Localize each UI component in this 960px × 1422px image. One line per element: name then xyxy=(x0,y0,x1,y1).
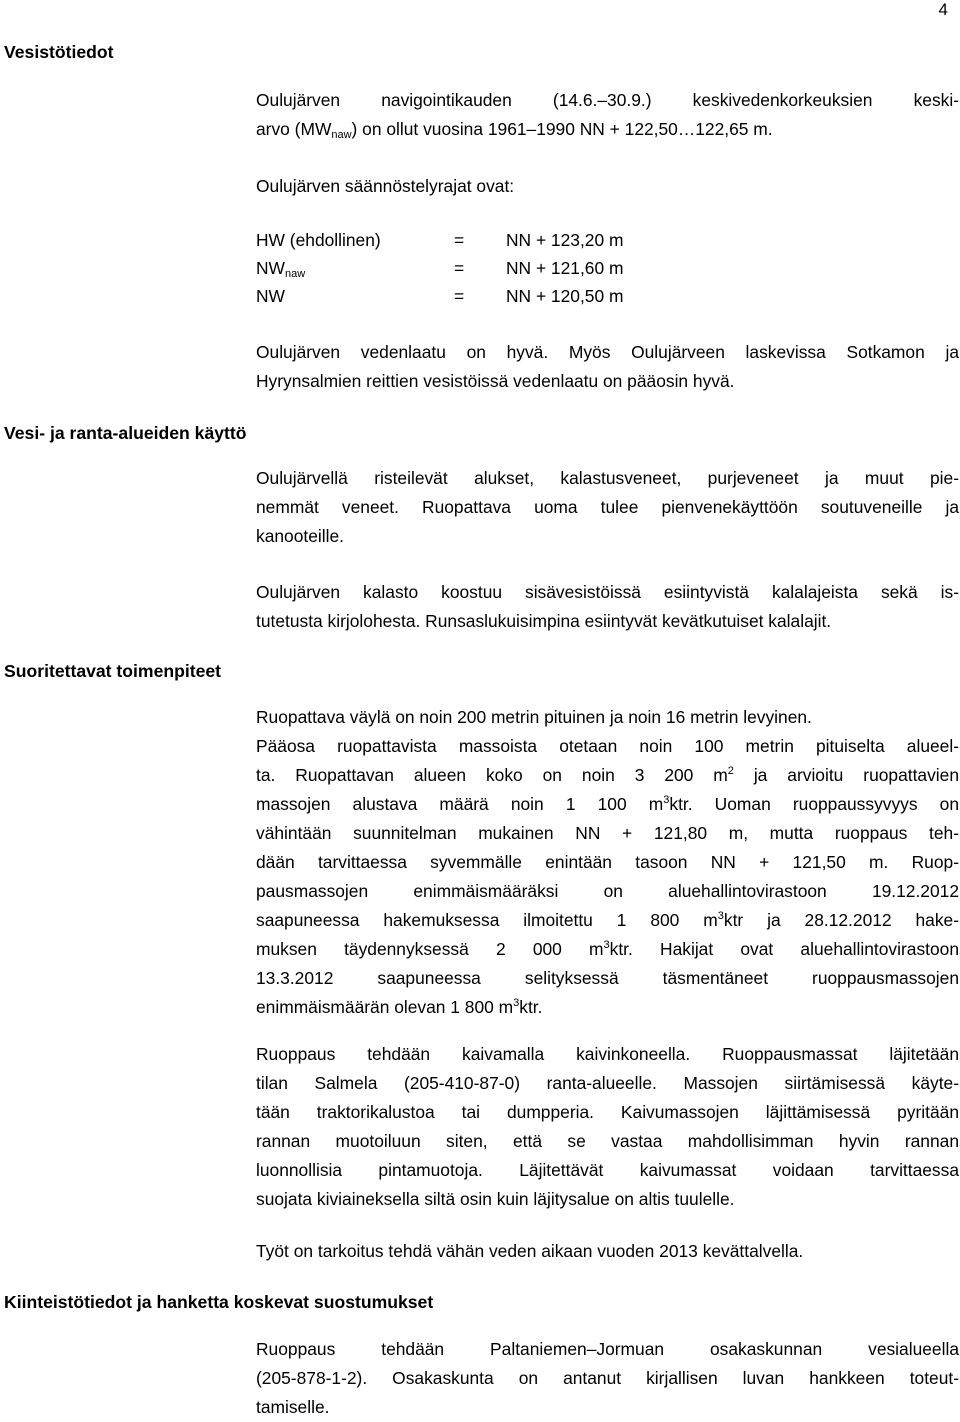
paragraph-ruoppaus-menetelma xyxy=(256,1040,959,1214)
text-line: saapuneessa hakemuksessa ilmoitettu 1 800 $m^3ktr$ ja 28.12.2012 hake- xyxy=(256,910,959,930)
text-line: pausmassojen enimmäismääräksi on aluehallintovirastoon 19.12.2012 xyxy=(256,881,959,901)
text-line: Oulujärven kalasto koostuu sisävesistöissä esiintyvistä kalalajeista sekä is- xyxy=(256,582,959,602)
text-line: 13.3.2012 saapuneessa selityksessä täsmentäneet ruoppausmassojen xyxy=(256,968,959,988)
paragraph-saannostelyrajat-intro: Oulujärven säännöstelyrajat ovat: xyxy=(256,176,515,196)
text-line: Ruoppaus tehdään Paltaniemen–Jormuan osakaskunnan vesialueella xyxy=(256,1339,959,1359)
text-line: tilan Salmela (205-410-87-0) ranta-alueelle. Massojen siirtämisessä käyte- xyxy=(256,1073,959,1093)
paragraph-aikataulu: Työt on tarkoitus tehdä vähän veden aikaan vuoden 2013 kevättalvella. xyxy=(256,1241,804,1261)
paragraph-suostumukset xyxy=(256,1335,959,1422)
text-line: ta. Ruopattavan alueen koko on noin 3 200 $m^2$ ja arvioitu ruopattavien xyxy=(256,765,959,785)
text-line: rannan muotoiluun siten, että se vastaa mahdollisimman hyvin rannan xyxy=(256,1131,959,1151)
text-line: Oulujärven vedenlaatu on hyvä. Myös Oulujärveen laskevissa Sotkamon ja xyxy=(256,342,959,362)
text-line: dään tarvittaessa syvemmälle enintään tasoon NN + 121,50 m. Ruop- xyxy=(256,852,959,872)
text-line: luonnollisia pintamuotoja. Läjitettävät kaivumassat voidaan tarvittaessa xyxy=(256,1160,959,1180)
text-line: Oulujärvellä risteilevät alukset, kalastusveneet, purjeveneet ja muut pie- xyxy=(256,468,959,488)
page-number: 4 xyxy=(938,0,948,19)
paragraph-keskivedenkorkeus xyxy=(256,86,959,144)
heading-vesistotiedot: Vesistötiedot xyxy=(4,42,114,62)
text-line: nemmät veneet. Ruopattava uoma tulee pienvenekäyttöön soutuveneille ja xyxy=(256,497,959,517)
text-line: massojen alustava määrä noin 1 100 $m^3ktr$. Uoman ruoppaussyvyys on xyxy=(256,794,960,814)
text-line: tään traktorikalustoa tai dumpperia. Kaivumassojen läjittämisessä pyritään xyxy=(256,1102,959,1122)
paragraph-kalasto xyxy=(256,578,959,636)
text-line: Ruoppaus tehdään kaivamalla kaivinkoneella. Ruoppausmassat läjitetään xyxy=(256,1044,959,1064)
text-line: suojata kiviaineksella siltä osin kuin läjitysalue on altis tuulelle. xyxy=(256,1189,735,1209)
text-line: kanooteille. xyxy=(256,526,344,546)
text-line: arvo $(MW_{naw})$ on ollut vuosina 1961–1990 NN + 122,50…122,65 m. xyxy=(256,119,773,141)
text-line: Ruopattava väylä on noin 200 metrin pituinen ja noin 16 metrin levyinen. xyxy=(256,707,812,727)
text-line: (205-878-1-2). Osakaskunta on antanut kirjallisen luvan hankkeen toteut- xyxy=(256,1368,959,1388)
text-line: Hyrynsalmien reittien vesistöissä vedenlaatu on pääosin hyvä. xyxy=(256,371,735,391)
heading-suoritettavat-toimenpiteet: Suoritettavat toimenpiteet xyxy=(4,661,222,681)
text-line: enimmäismäärän olevan 1 800 $m^3ktr$. xyxy=(256,997,543,1017)
heading-kiinteistotiedot: Kiinteistötiedot ja hanketta koskevat suostumukset xyxy=(4,1292,434,1312)
text-line: Oulujärven navigointikauden (14.6.–30.9.) keskivedenkorkeuksien keski- xyxy=(256,90,959,110)
text-line: Pääosa ruopattavista massoista otetaan noin 100 metrin pituiselta alueel- xyxy=(256,736,959,756)
paragraph-ruoppaus-kuvaus xyxy=(256,703,959,1022)
heading-vesi-ja-ranta-alueiden-kaytto: Vesi- ja ranta-alueiden käyttö xyxy=(4,423,247,443)
paragraph-veneily xyxy=(256,464,959,551)
text-line: tutetusta kirjolohesta. Runsaslukuisimpina esiintyvät kevätkutuiset kalalajit. xyxy=(256,611,832,631)
paragraph-vedenlaatu xyxy=(256,338,959,396)
text-line: tamiselle. xyxy=(256,1397,330,1417)
text-line: vähintään suunnitelman mukainen NN + 121,80 m, mutta ruoppaus teh- xyxy=(256,823,959,843)
text-line: muksen täydennyksessä 2 000 $m^3ktr$. Hakijat ovat aluehallintovirastoon xyxy=(256,939,959,959)
